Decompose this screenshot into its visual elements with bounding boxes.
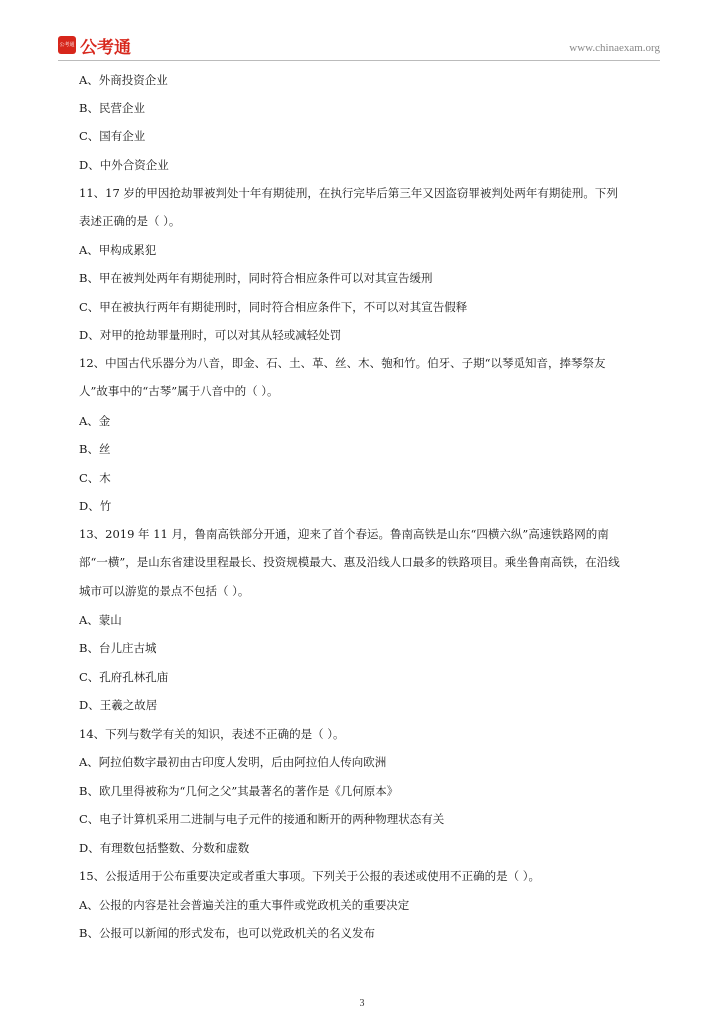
logo-text: 公考通	[80, 38, 131, 58]
document-line: C、国有企业	[79, 129, 146, 143]
document-line: B、甲在被判处两年有期徒刑时，同时符合相应条件可以对其宣告缓刑	[79, 271, 433, 285]
document-line: D、竹	[79, 499, 112, 513]
document-line: B、台儿庄古城	[79, 641, 157, 655]
document-line: C、孔府孔林孔庙	[79, 670, 169, 684]
document-line: 部“一横”，是山东省建设里程最长、投资规模最大、惠及沿线人口最多的铁路项目。乘坐鲁南高铁，在沿线	[79, 555, 620, 569]
logo-badge: 公考通	[58, 36, 76, 54]
document-line: D、有理数包括整数、分数和虚数	[79, 841, 250, 855]
document-line: A、外商投资企业	[79, 73, 168, 87]
document-line: A、蒙山	[79, 613, 122, 627]
document-line: 13、2019 年 11 月，鲁南高铁部分开通，迎来了首个春运。鲁南高铁是山东“四横六纵”高速铁路网的南	[79, 527, 609, 541]
document-line: D、对甲的抢劫罪量刑时，可以对其从轻或减轻处罚	[79, 328, 342, 342]
document-line: 14、下列与数学有关的知识，表述不正确的是（ ）。	[79, 727, 345, 741]
document-line: D、王羲之故居	[79, 698, 158, 712]
document-line: C、电子计算机采用二进制与电子元件的接通和断开的两种物理状态有关	[79, 812, 445, 826]
document-line: 12、中国古代乐器分为八音，即金、石、土、革、丝、木、匏和竹。伯牙、子期“以琴觅知音，捧琴祭友	[79, 356, 606, 370]
document-line: B、丝	[79, 442, 111, 456]
document-line: A、甲构成累犯	[79, 243, 157, 257]
document-line: 11、17 岁的甲因抢劫罪被判处十年有期徒刑，在执行完毕后第三年又因盗窃罪被判处两年有期徒刑。下列	[79, 186, 618, 200]
page-number: 3	[359, 998, 365, 1009]
page-header	[58, 34, 660, 61]
document-line: 表述正确的是（ ）。	[79, 214, 181, 228]
document-line: A、公报的内容是社会普遍关注的重大事件或党政机关的重要决定	[79, 898, 410, 912]
document-line: 人”故事中的“古琴”属于八音中的（ ）。	[79, 384, 279, 398]
document-line: B、民营企业	[79, 101, 145, 115]
document-line: A、阿拉伯数字最初由古印度人发明，后由阿拉伯人传向欧洲	[79, 755, 387, 769]
document-line: 城市可以游览的景点不包括（ ）。	[79, 584, 250, 598]
document-line: B、欧几里得被称为“几何之父”其最著名的著作是《几何原本》	[79, 784, 399, 798]
site-url: www.chinaexam.org	[569, 42, 660, 54]
document-line: C、甲在被执行两年有期徒刑时，同时符合相应条件下，不可以对其宣告假释	[79, 300, 468, 314]
document-line: A、金	[79, 414, 111, 428]
document-line: 15、公报适用于公布重要决定或者重大事项。下列关于公报的表述或使用不正确的是（ ）。	[79, 869, 541, 883]
document-line: B、公报可以新闻的形式发布，也可以党政机关的名义发布	[79, 926, 375, 940]
document-line: D、中外合资企业	[79, 158, 169, 172]
document-line: C、木	[79, 471, 111, 485]
